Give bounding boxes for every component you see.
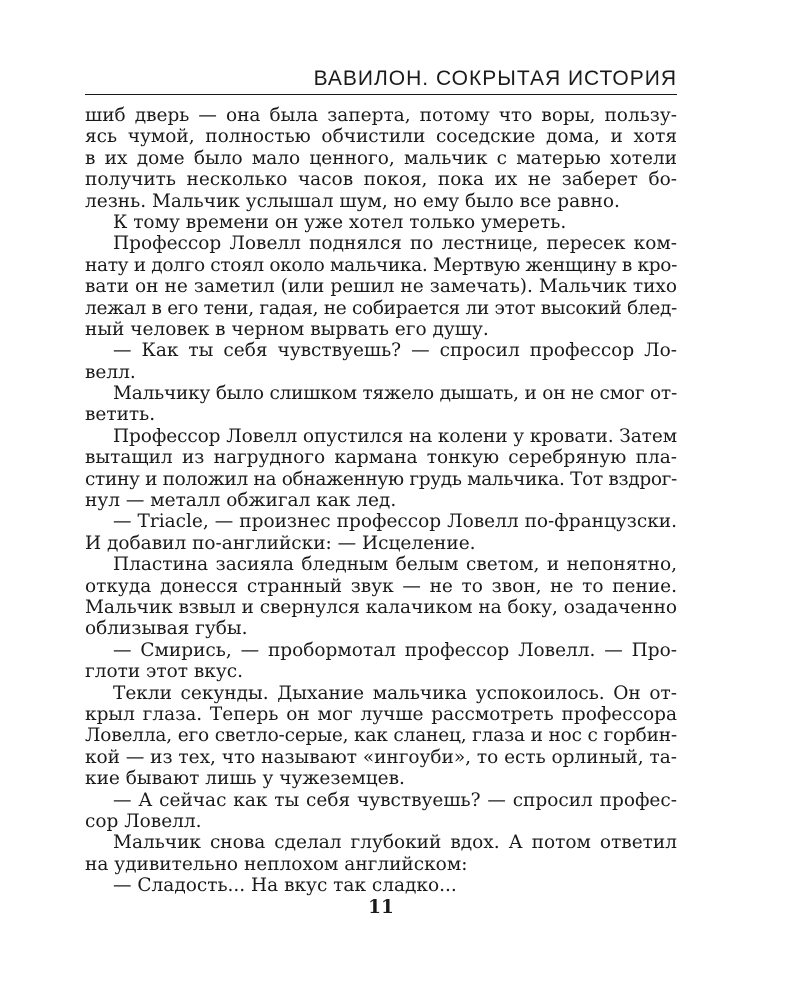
text-line: ный человек в черном вырвать его душу. (85, 318, 489, 340)
text-line: сор Ловелл. (85, 810, 202, 832)
text-line: в их доме было мало ценного, мальчик с матерью хотели (85, 147, 677, 169)
text-line: кие бывают лишь у чужеземцев. (85, 768, 405, 790)
text-line: Пластина засияла бледным белым светом, и непонятно, (113, 554, 677, 576)
text-line: — Triacle, — произнес профессор Ловелл по-французски. (113, 511, 677, 533)
text-line: нул — металл обжигал как лед. (85, 490, 397, 512)
text-line: вати он не заметил (или решил не замечать). Мальчик тихо (85, 276, 677, 298)
text-line: — Сладость... На вкус так сладко... (113, 875, 457, 897)
text-line: И добавил по-английски: — Исцеление. (85, 532, 476, 554)
running-header: ВАВИЛОН. СОКРЫТАЯ ИСТОРИЯ (313, 67, 677, 90)
text-line: ветить. (85, 404, 156, 426)
header-rule (85, 94, 677, 95)
page-number: 11 (368, 897, 394, 918)
text-line: — Как ты себя чувствуешь? — спросил профессор Ло- (113, 340, 677, 362)
text-line: глоти этот вкус. (85, 661, 243, 683)
text-line: Ловелла, его светло-серые, как сланец, глаза и нос с горбин- (85, 725, 677, 747)
text-line: — Смирись, — пробормотал профессор Ловелл. — Про- (113, 639, 677, 661)
text-line: крыл глаза. Теперь он мог лучше рассмотреть профессора (85, 703, 677, 725)
text-line: Мальчику было слишком тяжело дышать, и он не смог от- (113, 383, 677, 405)
text-line: получить несколько часов покоя, пока их не заберет бо- (85, 169, 677, 191)
text-line: велл. (85, 361, 136, 383)
text-line: откуда донесся странный звук — не то звон, не то пение. (85, 575, 677, 597)
text-line: на удивительно неплохом английском: (85, 853, 468, 875)
text-line: — А сейчас как ты себя чувствуешь? — спросил профес- (113, 789, 677, 811)
text-line: облизывая губы. (85, 618, 248, 640)
text-line: нату и долго стоял около мальчика. Мертвую женщину в кро- (85, 254, 677, 276)
text-line: ясь чумой, полностью обчистили соседские дома, и хотя (85, 126, 677, 148)
text-line: лежал в его тени, гадая, не собирается ли этот высокий блед- (85, 297, 677, 319)
text-line: Мальчик снова сделал глубокий вдох. А потом ответил (113, 832, 677, 854)
text-line: Текли секунды. Дыхание мальчика успокоилось. Он от- (113, 682, 677, 704)
text-line: Профессор Ловелл поднялся по лестнице, пересек ком- (113, 233, 677, 255)
body-text (85, 105, 677, 896)
text-line: лезнь. Мальчик услышал шум, но ему было все равно. (85, 190, 620, 212)
text-line: кой — из тех, что называют «ингоуби», то есть орлиный, та- (85, 746, 677, 768)
text-line: Профессор Ловелл опустился на колени у кровати. Затем (113, 425, 677, 447)
text-line: вытащил из нагрудного кармана тонкую серебряную пла- (85, 447, 677, 469)
text-line: Мальчик взвыл и свернулся калачиком на боку, озадаченно (85, 596, 677, 618)
text-line: К тому времени он уже хотел только умереть. (113, 211, 567, 233)
text-line: стину и положил на обнаженную грудь мальчика. Тот вздрог- (85, 468, 677, 490)
text-line: шиб дверь — она была заперта, потому что воры, пользу- (85, 105, 677, 126)
